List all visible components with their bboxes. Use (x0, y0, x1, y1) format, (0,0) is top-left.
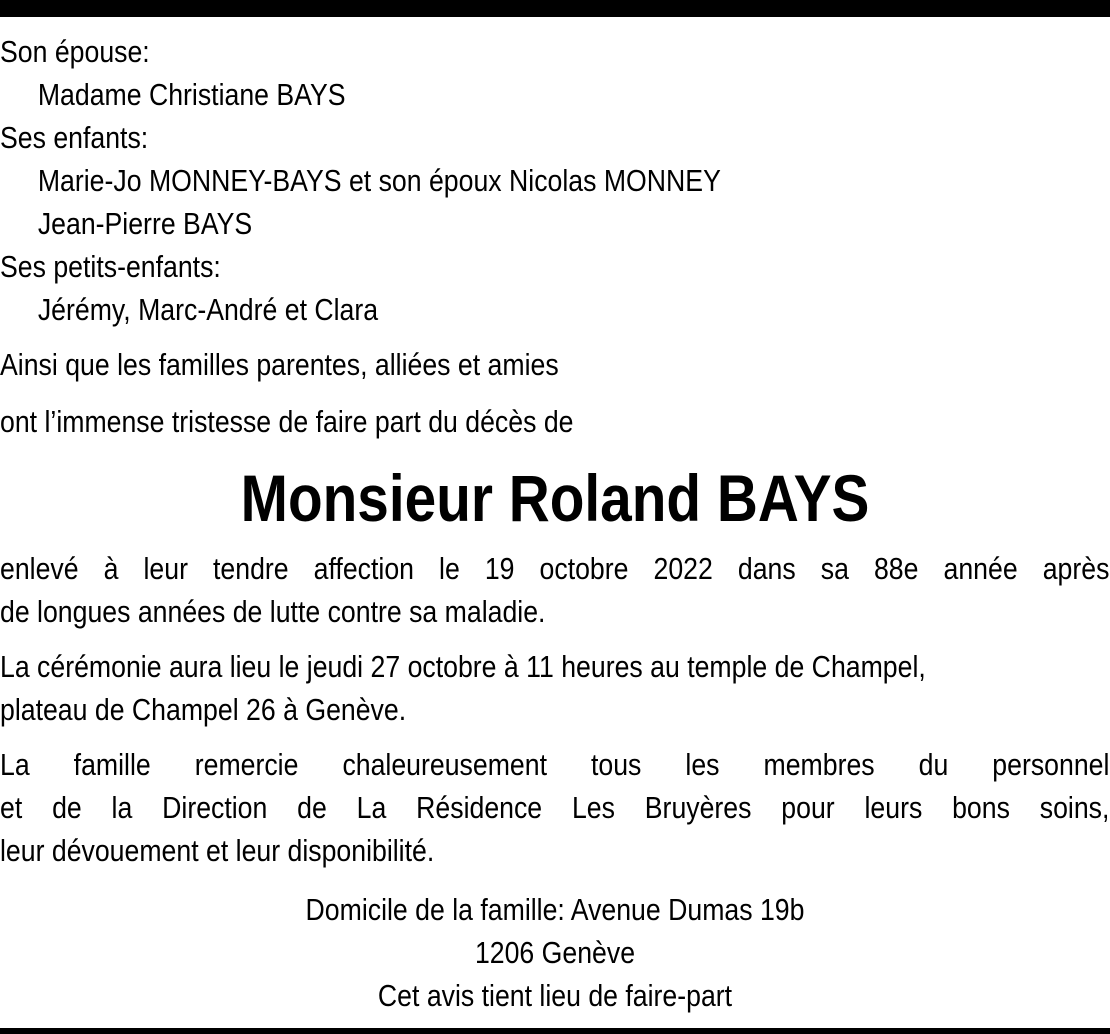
ceremony-line-1: La cérémonie aura lieu le jeudi 27 octobre à 11 heures au temple de Champel, (0, 649, 926, 684)
notice-body (0, 547, 1109, 872)
family-list (0, 30, 955, 443)
grandchildren-heading: Ses petits-enfants: (0, 249, 221, 284)
city-line: 1206 Genève (474, 935, 636, 970)
thanks-line-2: et de la Direction de La Résidence Les Bruyères pour leurs bons soins, (0, 790, 1110, 825)
thanks-line-1: La famille remercie chaleureusement tous les membres du personnel (0, 747, 1110, 782)
thanks-paragraph (0, 743, 1109, 872)
ceremony-line-2: plateau de Champel 26 à Genève. (0, 692, 407, 727)
child-name: Marie-Jo MONNEY-BAYS et son époux Nicolas MONNEY (37, 163, 721, 198)
family-address (78, 888, 1033, 1017)
spouse-heading: Son épouse: (0, 34, 150, 69)
ceremony-paragraph (0, 645, 1109, 731)
bottom-rule (0, 1028, 1110, 1034)
death-line-2: de longues années de lutte contre sa maladie. (0, 594, 546, 629)
address-line: Domicile de la famille: Avenue Dumas 19b (305, 892, 805, 927)
deceased-name: Monsieur Roland BAYS (240, 461, 870, 535)
thanks-line-3: leur dévouement et leur disponibilité. (0, 833, 435, 868)
death-paragraph (0, 547, 1109, 633)
death-line-1: enlevé à leur tendre affection le 19 octobre 2022 dans sa 88e année après (0, 551, 1110, 586)
grandchildren-names: Jérémy, Marc-André et Clara (37, 292, 379, 327)
spouse-name: Madame Christiane BAYS (37, 77, 346, 112)
notice-line: Cet avis tient lieu de faire-part (377, 978, 733, 1013)
announcement-line: ont l’immense tristesse de faire part du décès de (0, 404, 574, 439)
child-name: Jean-Pierre BAYS (37, 206, 253, 241)
children-heading: Ses enfants: (0, 120, 149, 155)
relatives-line: Ainsi que les familles parentes, alliées et amies (0, 347, 559, 382)
top-rule (0, 0, 1110, 17)
